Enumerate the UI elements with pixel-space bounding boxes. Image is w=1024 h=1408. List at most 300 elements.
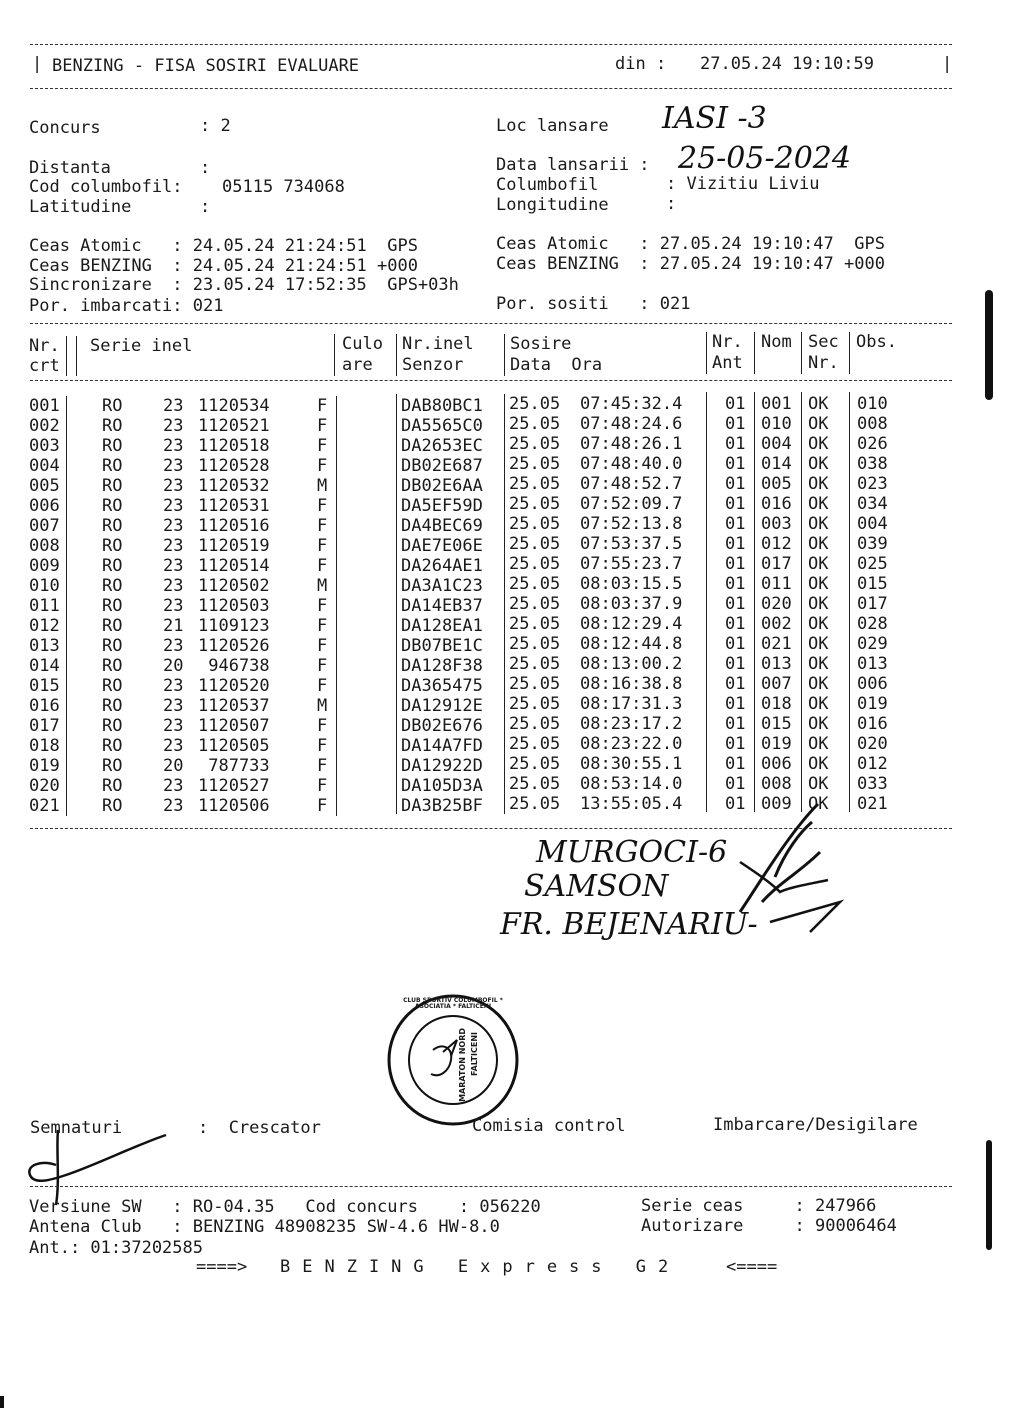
row-sensor: DAE7E06E — [401, 536, 483, 556]
row-obs: 033 — [857, 774, 888, 794]
row-nom: 013 — [761, 654, 792, 674]
row-date: 25.05 — [509, 694, 561, 714]
row-year: 23 — [163, 456, 184, 476]
body-sep — [336, 396, 337, 816]
header-sep — [849, 332, 850, 374]
row-date: 25.05 — [509, 594, 561, 614]
row-country: RO — [102, 496, 123, 516]
row-obs: 017 — [857, 594, 888, 614]
row-ring: 1120537 — [198, 696, 270, 716]
row-year: 23 — [163, 476, 184, 496]
row-nom: 003 — [761, 514, 792, 534]
semnaturi-label: Semnaturi — [30, 1118, 123, 1138]
signature-scribble — [700, 792, 870, 942]
row-country: RO — [102, 636, 123, 656]
stamp-graphic — [385, 992, 521, 1128]
row-time: 07:55:23.7 — [580, 554, 683, 574]
row-sensor: DA3B25BF — [401, 796, 483, 816]
row-sex: F — [317, 516, 328, 536]
cod-columbofil-value: 05115 734068 — [222, 177, 345, 197]
row-time: 08:23:22.0 — [580, 734, 683, 754]
row-country: RO — [102, 576, 123, 596]
col-ant-header: Nr. — [712, 332, 743, 352]
row-year: 23 — [163, 576, 184, 596]
row-year: 23 — [163, 736, 184, 756]
col-nom-header: Nom — [761, 332, 792, 352]
row-year: 23 — [163, 396, 184, 416]
body-sep — [504, 394, 505, 814]
row-obs: 016 — [857, 714, 888, 734]
row-sex: F — [317, 796, 328, 816]
row-date: 25.05 — [509, 574, 561, 594]
row-sec: OK — [808, 654, 829, 674]
header-bar-left: | — [32, 54, 43, 74]
row-sex: F — [317, 596, 328, 616]
row-ring: 1120506 — [198, 796, 270, 816]
row-antenna: 01 — [725, 454, 746, 474]
scan-edge-mark — [986, 1140, 992, 1250]
row-nom: 021 — [761, 634, 792, 654]
crescator-label: : Crescator — [198, 1118, 321, 1138]
ceas-benzing-start: Ceas BENZING : 24.05.24 21:24:51 +000 — [29, 256, 418, 276]
row-sensor: DA264AE1 — [401, 556, 483, 576]
footer-antena: Ant.: 01:37202585 — [29, 1238, 203, 1258]
comisia-control-label: Comisia control — [472, 1116, 626, 1136]
row-sec: OK — [808, 574, 829, 594]
row-time: 07:52:13.8 — [580, 514, 683, 534]
stamp-inner-text-1: MARATON NORD — [458, 1028, 467, 1102]
row-time: 13:55:05.4 — [580, 794, 683, 814]
row-year: 23 — [163, 556, 184, 576]
row-ring: 1120520 — [198, 676, 270, 696]
row-year: 23 — [163, 516, 184, 536]
row-country: RO — [102, 416, 123, 436]
body-sep — [396, 394, 397, 814]
row-antenna: 01 — [725, 514, 746, 534]
row-sec: OK — [808, 614, 829, 634]
row-country: RO — [102, 696, 123, 716]
row-date: 25.05 — [509, 394, 561, 414]
row-antenna: 01 — [725, 714, 746, 734]
row-nom: 018 — [761, 694, 792, 714]
col-sec-header: Sec — [808, 332, 839, 352]
report-date-label: din : — [615, 54, 667, 74]
table-top-rule — [30, 323, 952, 324]
handwritten-name-1: MURGOCI-6 — [536, 835, 728, 870]
row-time: 08:12:44.8 — [580, 634, 683, 654]
header-sep — [334, 334, 335, 376]
row-sec: OK — [808, 454, 829, 474]
row-country: RO — [102, 436, 123, 456]
row-obs: 020 — [857, 734, 888, 754]
row-time: 07:48:26.1 — [580, 434, 683, 454]
row-nom: 002 — [761, 614, 792, 634]
header-bar-right: | — [942, 54, 953, 74]
row-nr: 016 — [29, 696, 60, 716]
col-serie-header: Serie inel — [90, 336, 193, 356]
row-sex: F — [317, 656, 328, 676]
club-stamp — [385, 992, 521, 1128]
row-date: 25.05 — [509, 614, 561, 634]
row-sex: F — [317, 676, 328, 696]
row-ring: 1120526 — [198, 636, 270, 656]
row-antenna: 01 — [725, 414, 746, 434]
row-sex: M — [317, 576, 328, 596]
row-date: 25.05 — [509, 634, 561, 654]
row-nom: 001 — [761, 394, 792, 414]
row-nom: 016 — [761, 494, 792, 514]
row-ring: 1120532 — [198, 476, 270, 496]
row-sec: OK — [808, 414, 829, 434]
row-country: RO — [102, 736, 123, 756]
row-sensor: DA2653EC — [401, 436, 483, 456]
row-sensor: DA128F38 — [401, 656, 483, 676]
loc-lansare-handwritten: IASI -3 — [662, 101, 767, 136]
row-time: 08:17:31.3 — [580, 694, 683, 714]
row-sex: F — [317, 636, 328, 656]
row-nr: 015 — [29, 676, 60, 696]
row-nr: 021 — [29, 796, 60, 816]
row-nr: 013 — [29, 636, 60, 656]
body-sep — [849, 392, 850, 812]
col-nr-header-2: crt — [29, 356, 60, 376]
row-obs: 039 — [857, 534, 888, 554]
header-sep — [504, 334, 505, 376]
banner-right-arrow: <==== — [726, 1257, 778, 1277]
concurs-label: Concurs — [29, 118, 101, 138]
col-sosire-header: Sosire — [510, 334, 572, 354]
row-sensor: DA12912E — [401, 696, 483, 716]
row-ring: 1120507 — [198, 716, 270, 736]
latitudine-value: : — [200, 197, 211, 217]
row-nr: 017 — [29, 716, 60, 736]
row-country: RO — [102, 596, 123, 616]
row-obs: 025 — [857, 554, 888, 574]
row-year: 23 — [163, 436, 184, 456]
row-sec: OK — [808, 714, 829, 734]
col-inel-header-2: Senzor — [402, 355, 464, 375]
loc-lansare-label: Loc lansare — [496, 116, 609, 136]
report-title: BENZING - FISA SOSIRI EVALUARE — [52, 56, 360, 76]
col-nr-header: Nr. — [29, 336, 60, 356]
row-nom: 019 — [761, 734, 792, 754]
row-sec: OK — [808, 494, 829, 514]
row-country: RO — [102, 456, 123, 476]
row-sensor: DA5565C0 — [401, 416, 483, 436]
row-nom: 015 — [761, 714, 792, 734]
row-antenna: 01 — [725, 434, 746, 454]
header-bottom-rule — [30, 88, 952, 89]
row-nr: 005 — [29, 476, 60, 496]
row-ring: 1109123 — [198, 616, 270, 636]
row-sensor: DB02E6AA — [401, 476, 483, 496]
row-nom: 007 — [761, 674, 792, 694]
row-sensor: DA12922D — [401, 756, 483, 776]
header-sep — [66, 336, 67, 376]
row-year: 21 — [163, 616, 184, 636]
porumbei-sositi: Por. sositi : 021 — [496, 294, 691, 314]
row-date: 25.05 — [509, 554, 561, 574]
report-date: 27.05.24 19:10:59 — [700, 54, 874, 74]
row-ring: 1120518 — [198, 436, 270, 456]
row-sex: F — [317, 756, 328, 776]
row-nr: 020 — [29, 776, 60, 796]
row-antenna: 01 — [725, 734, 746, 754]
row-year: 20 — [163, 656, 184, 676]
row-nr: 012 — [29, 616, 60, 636]
row-antenna: 01 — [725, 674, 746, 694]
body-sep — [706, 392, 707, 812]
body-sep — [754, 392, 755, 812]
row-sensor: DA14A7FD — [401, 736, 483, 756]
cod-columbofil-label: Cod columbofil: — [29, 177, 183, 197]
row-nom: 005 — [761, 474, 792, 494]
row-sex: F — [317, 736, 328, 756]
row-sec: OK — [808, 474, 829, 494]
row-antenna: 01 — [725, 754, 746, 774]
row-nom: 008 — [761, 774, 792, 794]
row-antenna: 01 — [725, 654, 746, 674]
header-sep — [801, 332, 802, 374]
row-nom: 012 — [761, 534, 792, 554]
stamp-inner-text-2: FALTICENI — [470, 1032, 479, 1076]
row-date: 25.05 — [509, 534, 561, 554]
data-lansarii-handwritten: 25-05-2024 — [678, 141, 851, 176]
row-ring: 1120503 — [198, 596, 270, 616]
row-sex: F — [317, 776, 328, 796]
row-year: 23 — [163, 716, 184, 736]
row-antenna: 01 — [725, 554, 746, 574]
row-nr: 006 — [29, 496, 60, 516]
row-antenna: 01 — [725, 774, 746, 794]
row-sensor: DAB80BC1 — [401, 396, 483, 416]
row-sex: F — [317, 536, 328, 556]
row-nom: 006 — [761, 754, 792, 774]
row-antenna: 01 — [725, 794, 746, 814]
row-year: 23 — [163, 536, 184, 556]
row-country: RO — [102, 536, 123, 556]
ceas-benzing-end: Ceas BENZING : 27.05.24 19:10:47 +000 — [496, 254, 885, 274]
table-header-rule — [30, 380, 952, 381]
scan-edge-mark — [0, 1396, 4, 1408]
row-sec: OK — [808, 434, 829, 454]
row-sec: OK — [808, 794, 829, 814]
row-time: 07:48:24.6 — [580, 414, 683, 434]
row-sensor: DA4BEC69 — [401, 516, 483, 536]
col-obs-header: Obs. — [856, 332, 897, 352]
columbofil-label: Columbofil — [496, 175, 599, 195]
row-nr: 003 — [29, 436, 60, 456]
row-time: 07:52:09.7 — [580, 494, 683, 514]
longitudine-value: : — [666, 194, 677, 214]
row-date: 25.05 — [509, 474, 561, 494]
row-nom: 020 — [761, 594, 792, 614]
row-obs: 012 — [857, 754, 888, 774]
row-year: 23 — [163, 696, 184, 716]
row-year: 23 — [163, 596, 184, 616]
distanta-label: Distanta — [29, 158, 111, 178]
row-nr: 018 — [29, 736, 60, 756]
row-obs: 023 — [857, 474, 888, 494]
row-time: 08:03:15.5 — [580, 574, 683, 594]
row-year: 23 — [163, 796, 184, 816]
row-nr: 019 — [29, 756, 60, 776]
row-nom: 017 — [761, 554, 792, 574]
row-sec: OK — [808, 634, 829, 654]
row-obs: 013 — [857, 654, 888, 674]
row-nr: 008 — [29, 536, 60, 556]
row-antenna: 01 — [725, 494, 746, 514]
row-nr: 004 — [29, 456, 60, 476]
row-nr: 007 — [29, 516, 60, 536]
row-ring: 946738 — [198, 656, 270, 676]
row-antenna: 01 — [725, 594, 746, 614]
row-antenna: 01 — [725, 634, 746, 654]
row-sensor: DA128EA1 — [401, 616, 483, 636]
row-obs: 026 — [857, 434, 888, 454]
row-nr: 002 — [29, 416, 60, 436]
row-sensor: DA365475 — [401, 676, 483, 696]
row-year: 23 — [163, 676, 184, 696]
row-country: RO — [102, 776, 123, 796]
row-country: RO — [102, 616, 123, 636]
row-nr: 011 — [29, 596, 60, 616]
row-date: 25.05 — [509, 454, 561, 474]
row-ring: 787733 — [198, 756, 270, 776]
row-ring: 1120505 — [198, 736, 270, 756]
row-country: RO — [102, 716, 123, 736]
row-obs: 008 — [857, 414, 888, 434]
row-sex: F — [317, 616, 328, 636]
row-date: 25.05 — [509, 494, 561, 514]
row-ring: 1120502 — [198, 576, 270, 596]
imbarcare-label: Imbarcare/Desigilare — [713, 1115, 918, 1135]
row-country: RO — [102, 476, 123, 496]
row-date: 25.05 — [509, 674, 561, 694]
row-sex: F — [317, 436, 328, 456]
handwritten-name-3: FR. BEJENARIU- — [500, 907, 758, 942]
row-sec: OK — [808, 774, 829, 794]
row-year: 20 — [163, 756, 184, 776]
row-obs: 004 — [857, 514, 888, 534]
footer-line-1: Versiune SW : RO-04.35 Cod concurs : 056220 — [29, 1197, 541, 1217]
row-time: 08:03:37.9 — [580, 594, 683, 614]
row-ring: 1120534 — [198, 396, 270, 416]
longitudine-label: Longitudine — [496, 195, 609, 215]
row-time: 08:13:00.2 — [580, 654, 683, 674]
row-sex: F — [317, 456, 328, 476]
row-sec: OK — [808, 394, 829, 414]
row-antenna: 01 — [725, 694, 746, 714]
header-sep — [754, 332, 755, 374]
footer-line-2: Antena Club : BENZING 48908235 SW-4.6 HW-8.0 — [29, 1217, 500, 1237]
row-date: 25.05 — [509, 714, 561, 734]
row-ring: 1120519 — [198, 536, 270, 556]
row-antenna: 01 — [725, 474, 746, 494]
row-sex: F — [317, 396, 328, 416]
row-nom: 011 — [761, 574, 792, 594]
row-obs: 021 — [857, 794, 888, 814]
row-time: 08:23:17.2 — [580, 714, 683, 734]
row-antenna: 01 — [725, 614, 746, 634]
row-obs: 028 — [857, 614, 888, 634]
row-country: RO — [102, 756, 123, 776]
footer-autorizare: Autorizare : 90006464 — [641, 1216, 897, 1236]
row-obs: 029 — [857, 634, 888, 654]
row-antenna: 01 — [725, 534, 746, 554]
row-date: 25.05 — [509, 734, 561, 754]
header-sep — [396, 334, 397, 376]
row-sex: M — [317, 476, 328, 496]
latitudine-label: Latitudine — [29, 197, 132, 217]
row-nom: 009 — [761, 794, 792, 814]
row-sensor: DA3A1C23 — [401, 576, 483, 596]
row-sec: OK — [808, 594, 829, 614]
row-antenna: 01 — [725, 394, 746, 414]
row-year: 23 — [163, 416, 184, 436]
row-sec: OK — [808, 514, 829, 534]
row-country: RO — [102, 656, 123, 676]
row-obs: 006 — [857, 674, 888, 694]
row-nr: 009 — [29, 556, 60, 576]
row-nom: 004 — [761, 434, 792, 454]
col-culoare-header-2: are — [342, 355, 373, 375]
row-time: 07:48:40.0 — [580, 454, 683, 474]
row-sensor: DB07BE1C — [401, 636, 483, 656]
row-sec: OK — [808, 534, 829, 554]
row-year: 23 — [163, 776, 184, 796]
row-sensor: DA105D3A — [401, 776, 483, 796]
row-sec: OK — [808, 754, 829, 774]
data-lansarii-label: Data lansarii : — [496, 155, 650, 175]
col-sec-header-2: Nr. — [808, 353, 839, 373]
row-date: 25.05 — [509, 754, 561, 774]
row-obs: 015 — [857, 574, 888, 594]
row-time: 08:53:14.0 — [580, 774, 683, 794]
row-sensor: DB02E676 — [401, 716, 483, 736]
row-nom: 014 — [761, 454, 792, 474]
ceas-atomic-start: Ceas Atomic : 24.05.24 21:24:51 GPS — [29, 236, 418, 256]
row-sex: F — [317, 556, 328, 576]
row-obs: 019 — [857, 694, 888, 714]
distanta-value: : — [200, 158, 211, 178]
concurs-value: : 2 — [200, 116, 231, 136]
sincronizare: Sincronizare : 23.05.24 17:52:35 GPS+03h — [29, 275, 459, 295]
row-time: 07:53:37.5 — [580, 534, 683, 554]
top-dashed-rule — [30, 44, 952, 45]
row-ring: 1120516 — [198, 516, 270, 536]
ceas-atomic-end: Ceas Atomic : 27.05.24 19:10:47 GPS — [496, 234, 885, 254]
row-sec: OK — [808, 674, 829, 694]
col-inel-header: Nr.inel — [402, 334, 474, 354]
banner-left-arrow: ====> — [196, 1257, 248, 1277]
col-sosire-header-2: Data Ora — [510, 355, 603, 375]
row-sensor: DB02E687 — [401, 456, 483, 476]
row-sec: OK — [808, 554, 829, 574]
col-culoare-header: Culo — [342, 334, 383, 354]
row-nr: 010 — [29, 576, 60, 596]
row-time: 07:45:32.4 — [580, 394, 683, 414]
row-country: RO — [102, 556, 123, 576]
row-antenna: 01 — [725, 574, 746, 594]
body-sep — [66, 396, 67, 816]
row-sex: F — [317, 496, 328, 516]
row-date: 25.05 — [509, 434, 561, 454]
row-date: 25.05 — [509, 514, 561, 534]
row-obs: 038 — [857, 454, 888, 474]
row-sec: OK — [808, 694, 829, 714]
columbofil-value: : Vizitiu Liviu — [666, 174, 820, 194]
